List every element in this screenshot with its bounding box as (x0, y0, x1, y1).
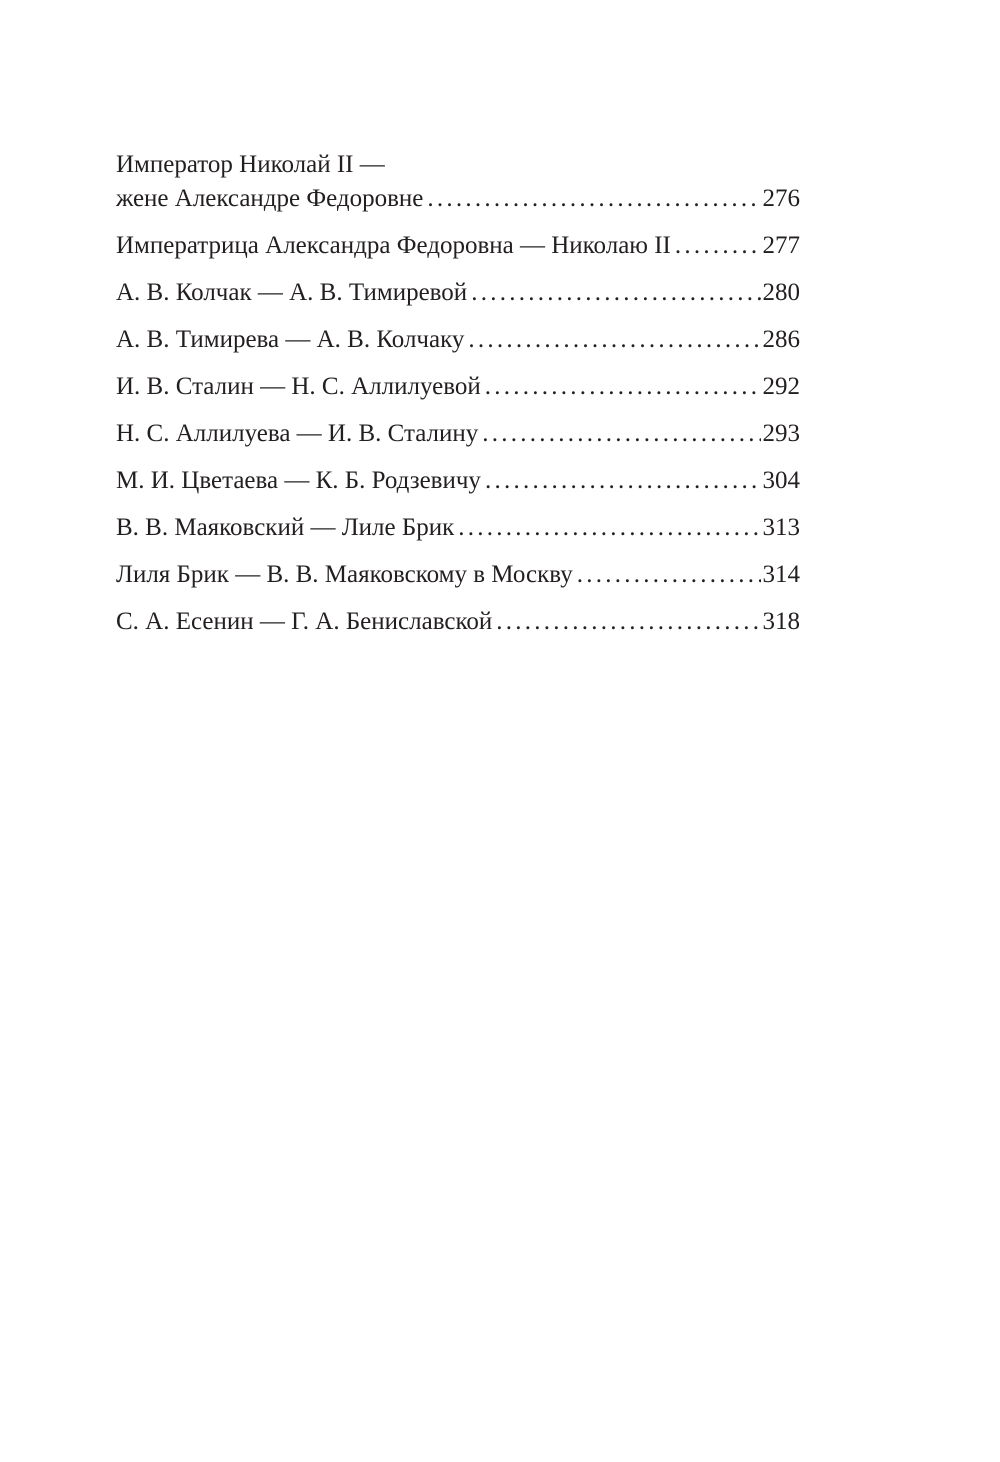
toc-entry-title-line1: Император Николай II — (116, 151, 385, 178)
toc-entry-title: М. И. Цветаева — К. Б. Родзевичу (116, 467, 481, 494)
toc-entry[interactable] (116, 605, 800, 639)
toc-entry[interactable] (116, 511, 800, 545)
dot-leader (675, 229, 761, 263)
toc-entry-page-number: 277 (762, 232, 800, 259)
toc-entry[interactable] (116, 148, 800, 216)
table-of-contents (116, 148, 800, 652)
toc-entry-title: Императрица Александра Федоровна — Николаю II (116, 232, 671, 259)
dot-leader (577, 558, 761, 592)
toc-entry[interactable] (116, 276, 800, 310)
toc-entry[interactable] (116, 417, 800, 451)
dot-leader (471, 276, 760, 310)
dot-leader (485, 370, 761, 404)
toc-entry[interactable] (116, 370, 800, 404)
toc-entry-page-number: 292 (762, 373, 800, 400)
toc-entry-page-number: 293 (762, 420, 800, 447)
dot-leader (496, 605, 760, 639)
toc-entry[interactable] (116, 229, 800, 263)
toc-entry-page-number: 318 (762, 608, 800, 635)
toc-entry-title: жене Александре Федоровне (116, 185, 424, 212)
toc-entry-title: Лиля Брик — В. В. Маяковскому в Москву (116, 561, 573, 588)
toc-entry-title: В. В. Маяковский — Лиле Брик (116, 514, 455, 541)
toc-entry[interactable] (116, 558, 800, 592)
dot-leader (468, 323, 760, 357)
toc-entry-page-number: 304 (762, 467, 800, 494)
toc-entry-page-number: 286 (762, 326, 800, 353)
toc-entry-title: С. А. Есенин — Г. А. Бениславской (116, 608, 493, 635)
toc-entry-title: Н. С. Аллилуева — И. В. Сталину (116, 420, 479, 447)
toc-entry-page-number: 280 (762, 279, 800, 306)
toc-entry-title: А. В. Колчак — А. В. Тимиревой (116, 279, 468, 306)
toc-entry-page-number: 313 (762, 514, 800, 541)
dot-leader (485, 464, 761, 498)
toc-entry-title: И. В. Сталин — Н. С. Аллилуевой (116, 373, 481, 400)
toc-entry-page-number: 314 (762, 561, 800, 588)
dot-leader (458, 511, 760, 545)
dot-leader (427, 182, 760, 216)
toc-entry-title: А. В. Тимирева — А. В. Колчаку (116, 326, 465, 353)
dot-leader (482, 417, 760, 451)
toc-entry-page-number: 276 (762, 185, 800, 212)
toc-entry[interactable] (116, 464, 800, 498)
toc-entry[interactable] (116, 323, 800, 357)
